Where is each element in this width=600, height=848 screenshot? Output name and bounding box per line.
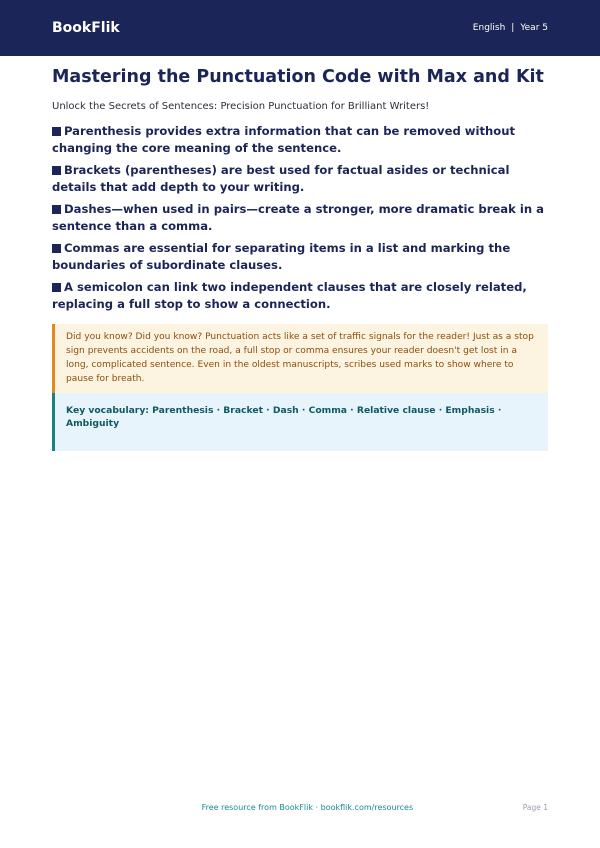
subject-year-label <box>473 23 548 33</box>
did-you-know-text: Did you know? Did you know? Punctuation acts like a set of traffic signals for the reader! Just as a stop sign prevents accidents on the road, a full stop or comma ensures your reader doesn't get lost in a long, complicated sentence. Even in the oldest manuscripts, scribes used marks to show where to pause for breath. <box>66 332 534 384</box>
key-point-text: Dashes—when used in pairs—create a stronger, more dramatic break in a sentence than a comma. <box>52 202 544 233</box>
key-point <box>52 162 548 196</box>
page-footer <box>52 800 548 814</box>
key-point <box>52 279 548 313</box>
key-point-text: Parenthesis provides extra information that can be removed without changing the core meaning of the sentence. <box>52 124 516 155</box>
square-bullet-icon <box>52 127 61 136</box>
key-point-text: Commas are essential for separating items in a list and marking the boundaries of subordinate clauses. <box>52 241 511 272</box>
square-bullet-icon <box>52 244 61 253</box>
square-bullet-icon <box>52 166 61 175</box>
key-point-text: Brackets (parentheses) are best used for factual asides or technical details that add depth to your writing. <box>52 163 510 194</box>
key-vocabulary-text: Key vocabulary: Parenthesis · Bracket · Dash · Comma · Relative clause · Emphasis · Ambiguity <box>66 405 502 429</box>
square-bullet-icon <box>52 283 61 292</box>
year-label: Year 5 <box>520 23 548 33</box>
page-number: Page 1 <box>522 802 548 812</box>
page-title: Mastering the Punctuation Code with Max and Kit <box>52 67 544 87</box>
subject-label: English <box>472 23 506 33</box>
key-point-text: A semicolon can link two independent clauses that are closely related, replacing a full stop to show a connection. <box>52 280 527 311</box>
key-vocabulary-box <box>52 393 548 451</box>
key-point <box>52 240 548 274</box>
page-subtitle: Unlock the Secrets of Sentences: Precision Punctuation for Brilliant Writers! <box>52 101 430 112</box>
key-point <box>52 123 548 157</box>
top-banner <box>0 0 600 56</box>
did-you-know-callout <box>52 324 548 393</box>
footer-credit-link[interactable]: Free resource from BookFlik · bookflik.com/resources <box>201 802 414 812</box>
brand-logo-text: BookFlik <box>52 20 120 36</box>
main-content <box>0 56 600 451</box>
key-point <box>52 201 548 235</box>
square-bullet-icon <box>52 205 61 214</box>
key-points-list <box>52 123 548 313</box>
meta-separator: | <box>511 23 515 33</box>
